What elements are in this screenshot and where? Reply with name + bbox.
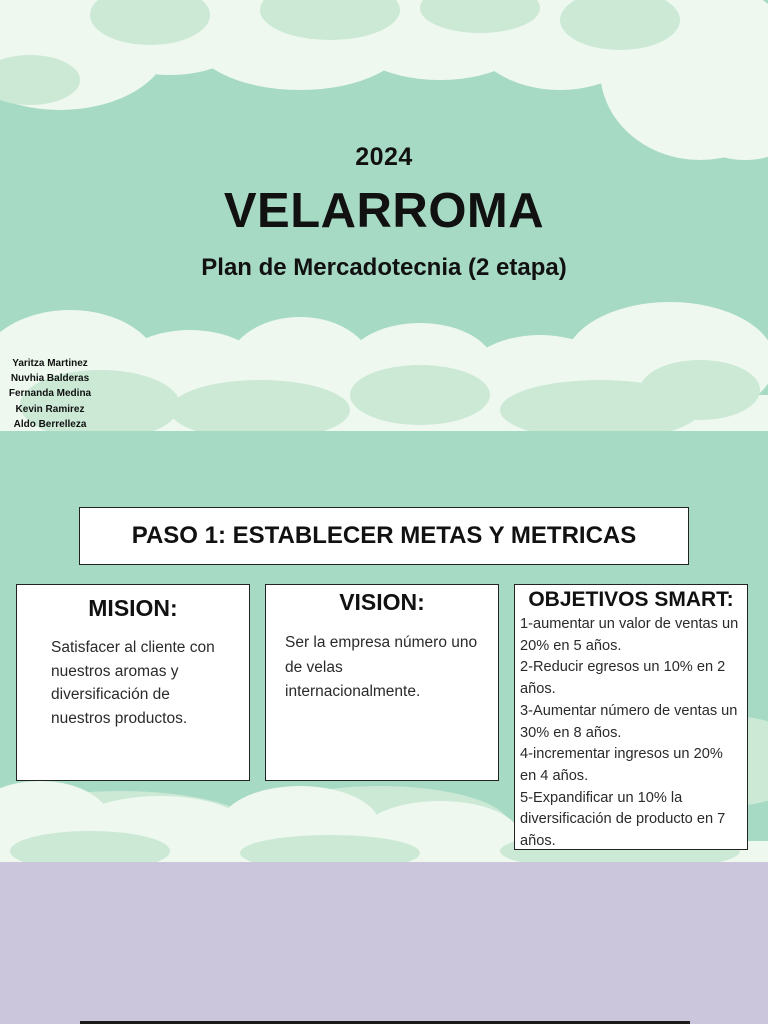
- author-name: Aldo Berrelleza: [13, 418, 87, 430]
- year: 2024: [355, 143, 413, 171]
- goals-slide: [0, 431, 768, 862]
- smart-objective-item: 2-Reducir egresos un 10% en 2 años.: [520, 659, 726, 698]
- mission-title: MISION:: [88, 595, 178, 621]
- smart-objective-item: 3-Aumentar número de ventas un 30% en 8 años.: [520, 702, 738, 741]
- author-name: Yaritza Martinez: [12, 358, 88, 369]
- vision-text: Ser la empresa número uno de velas internacionalmente.: [285, 634, 478, 700]
- brand-title: VELARROMA: [223, 184, 545, 238]
- cover-slide: [0, 0, 768, 431]
- step-title-box: [79, 507, 689, 565]
- next-slide-preview: [0, 862, 768, 1024]
- vision-title: VISION:: [339, 589, 425, 615]
- smart-objectives-card: [514, 584, 748, 850]
- author-name: Kevin Ramirez: [15, 403, 85, 415]
- mission-text: Satisfacer al cliente con nuestros aromas y diversificación de nuestros productos.: [51, 639, 215, 727]
- subtitle: Plan de Mercadotecnia (2 etapa): [201, 254, 567, 281]
- step-title: PASO 1: ESTABLECER METAS Y METRICAS: [131, 522, 637, 549]
- smart-objective-item: 5-Expandificar un 10% la diversificación de producto en 7 años.: [520, 789, 726, 850]
- author-name: Fernanda Medina: [8, 388, 92, 400]
- vision-card: [265, 584, 499, 781]
- authors-list: [0, 356, 100, 431]
- smart-objective-item: 4-incrementar ingresos un 20% en 4 años.: [520, 746, 723, 784]
- smart-objectives-list: [515, 614, 747, 853]
- author-name: Nuvhia Balderas: [10, 373, 90, 385]
- mission-card: [16, 584, 250, 781]
- smart-objective-item: 1-aumentar un valor de ventas un 20% en 5 años.: [520, 616, 739, 654]
- smart-title: OBJETIVOS SMART:: [528, 588, 734, 611]
